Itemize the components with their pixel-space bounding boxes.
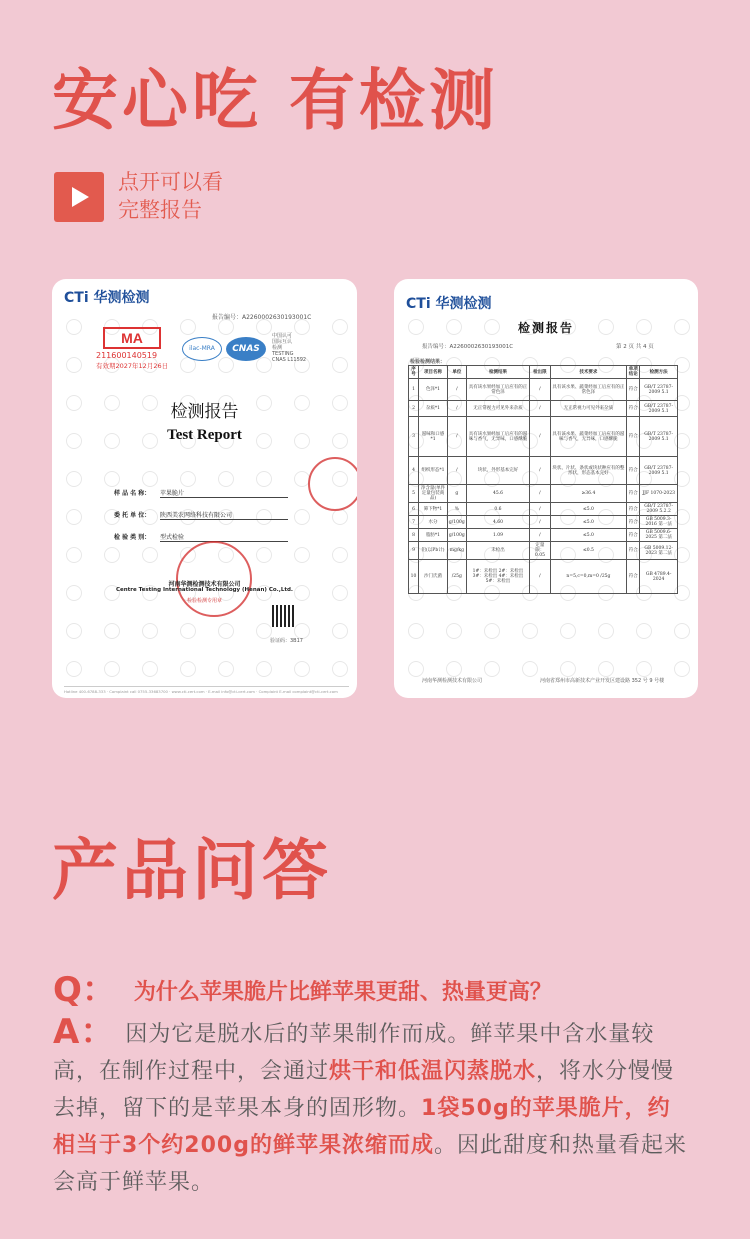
table-cell: mg/kg xyxy=(447,542,466,560)
table-cell: 1 xyxy=(409,379,419,401)
results-section-label: 检验检测结果： xyxy=(410,359,446,365)
watermark xyxy=(66,661,82,677)
section-title-qa: 产品问答 xyxy=(52,832,332,909)
table-cell: g/100g xyxy=(447,529,466,542)
table-cell: 沙门氏菌 xyxy=(419,560,448,594)
table-header-cell: 检测结果 xyxy=(466,366,529,379)
table-cell: 符合 xyxy=(627,485,640,503)
table-row xyxy=(409,560,678,594)
play-icon xyxy=(72,187,89,207)
table-cell: / xyxy=(530,485,551,503)
table-cell: / xyxy=(447,457,466,485)
watermark xyxy=(218,357,234,373)
play-report-button[interactable] xyxy=(54,172,104,222)
watermark xyxy=(180,319,196,335)
report-title-en: Test Report xyxy=(167,427,242,443)
q-mark: Q： xyxy=(53,970,116,1010)
table-cell: ≤0.5 xyxy=(550,542,626,560)
table-cell: / xyxy=(530,529,551,542)
table-row xyxy=(409,529,678,542)
table-cell: / xyxy=(530,457,551,485)
table-cell: GB/T 23787-2009 5.1 xyxy=(640,379,678,401)
watermark xyxy=(446,661,462,677)
watermark xyxy=(598,623,614,639)
table-cell: 7 xyxy=(409,516,419,529)
cma-valid: 有效期2027年12月26日 xyxy=(96,362,169,370)
table-header-cell: 项目名称 xyxy=(419,366,448,379)
table-cell: 1#：未检出 2#：未检出 3#：未检出 4#：未检出 5#：未检出 xyxy=(466,560,529,594)
table-header-cell: 序号 xyxy=(409,366,419,379)
results-table xyxy=(408,365,678,594)
report-title: 检测报告 xyxy=(517,321,574,335)
cma-logo xyxy=(102,327,162,349)
watermark xyxy=(332,623,348,639)
table-cell: 5 xyxy=(409,485,419,503)
watermark xyxy=(484,623,500,639)
watermark xyxy=(180,471,196,487)
table-cell: g/100g xyxy=(447,516,466,529)
table-cell: 无正常视力可见外来杂质 xyxy=(550,401,626,417)
table-cell: / xyxy=(530,401,551,417)
qr-code xyxy=(272,605,294,627)
table-cell: 符合 xyxy=(627,560,640,594)
table-cell: 6 xyxy=(409,503,419,516)
watermark xyxy=(142,547,158,563)
watermark xyxy=(66,623,82,639)
table-row xyxy=(409,379,678,401)
table-row xyxy=(409,503,678,516)
watermark xyxy=(180,623,196,639)
watermark xyxy=(66,471,82,487)
table-cell: 符合 xyxy=(627,516,640,529)
answer-highlight-1: 烘干和低温闪蒸脱水 xyxy=(329,1059,537,1084)
page-number: 第 2 页 共 4 页 xyxy=(616,344,654,350)
table-cell: GB/T 23787-2009 5.1 xyxy=(640,457,678,485)
table-cell: / xyxy=(447,401,466,417)
watermark xyxy=(142,471,158,487)
watermark xyxy=(104,471,120,487)
table-cell: 块状、片状、条状或块状种应有的整形状，形态基本完好 xyxy=(550,457,626,485)
table-cell: 组织形态*1 xyxy=(419,457,448,485)
table-header-cell: 检出限 xyxy=(530,366,551,379)
table-cell: 4 xyxy=(409,457,419,485)
table-cell: / xyxy=(530,516,551,529)
table-cell: / xyxy=(530,379,551,401)
watermark xyxy=(66,357,82,373)
watermark xyxy=(256,357,272,373)
table-cell: 具有该水果经加工后应有的滋味与香气，无异味，口感酥脆 xyxy=(466,417,529,457)
table-cell: 杂质*1 xyxy=(419,401,448,417)
table-cell: 脂肪*1 xyxy=(419,529,448,542)
qr-note: 验证码：3B17 xyxy=(270,638,303,644)
table-cell: 2 xyxy=(409,401,419,417)
table-cell: 10 xyxy=(409,560,419,594)
watermark xyxy=(256,547,272,563)
table-cell: / xyxy=(530,503,551,516)
table-header-cell: 单项结论 xyxy=(627,366,640,379)
watermark xyxy=(218,623,234,639)
company-name-cn: 河南华测检测技术有限公司 xyxy=(168,581,241,588)
table-cell: 具有该水果、蔬菜经加工后应有的滋味与香气，无异味，口感酥脆 xyxy=(550,417,626,457)
watermark xyxy=(66,547,82,563)
watermark xyxy=(142,623,158,639)
watermark xyxy=(332,319,348,335)
view-full-report-link[interactable] xyxy=(118,168,223,224)
watermark xyxy=(560,661,576,677)
company-name-en: Centre Testing International Technology (Henan) Co.,Ltd. xyxy=(115,587,294,593)
watermark xyxy=(484,661,500,677)
watermark xyxy=(104,661,120,677)
link-line-1: 点开可以看 xyxy=(118,170,223,194)
table-cell: 符合 xyxy=(627,542,640,560)
table-cell: 未检出 xyxy=(466,542,529,560)
watermark xyxy=(256,661,272,677)
a-mark: A： xyxy=(53,1012,116,1052)
watermark xyxy=(218,471,234,487)
link-line-2: 完整报告 xyxy=(118,198,202,222)
cma-code: 211600140519 xyxy=(96,351,158,360)
report-cover-image[interactable]: CTi 华测检测 报告编号：A2260002630193001C MA 211600140519 有效期2027年12月26日 ilac-MRA CNAS 中国认可 国际互认 检测 TESTING CNAS L11592 检测报告 Test Report 样 品 名 称： 苹果脆片 委 托 单 位： 陕西美农网络科技有限公司 检 验 类 别： 型式检验 河南华测检测技术有限公司 Centre Testing International Technology (Henan) Co.,Ltd. 检验检测专用章 验证码：3B17 Hotline 400-6788-333 · Complaint call 0755-33683700 · www.cti-cert.com · E-mail info@cti-cert.com · Complaint E-mail complaint@cti-cert.com xyxy=(52,279,357,698)
watermark xyxy=(674,623,690,639)
table-cell: ≥36.4 xyxy=(550,485,626,503)
watermark xyxy=(446,623,462,639)
table-row xyxy=(409,542,678,560)
table-cell: 符合 xyxy=(627,529,640,542)
watermark xyxy=(560,623,576,639)
report-footer: Hotline 400-6788-333 · Complaint call 0755-33683700 · www.cti-cert.com · E-mail info@cti-cert.com · Complaint E-mail complaint@cti-cert.com xyxy=(64,686,349,694)
table-cell: 8 xyxy=(409,529,419,542)
table-cell: n=5,c=0,m=0 /25g xyxy=(550,560,626,594)
table-cell: 色泽*1 xyxy=(419,379,448,401)
table-cell: / xyxy=(530,560,551,594)
watermark xyxy=(66,509,82,525)
table-cell: 块状，外形基本完好 xyxy=(466,457,529,485)
table-cell: 0.6 xyxy=(466,503,529,516)
footer-address: 河南省郑州市高新技术产业开发区建设路 352 号 9 号楼 xyxy=(540,678,665,684)
watermark xyxy=(636,661,652,677)
table-cell: 符合 xyxy=(627,503,640,516)
watermark xyxy=(294,661,310,677)
table-cell: 符合 xyxy=(627,457,640,485)
report-number: 报告编号：A2260002630193001C xyxy=(212,314,312,321)
watermark xyxy=(104,623,120,639)
table-header-cell: 技术要求 xyxy=(550,366,626,379)
table-cell: GB/T 23787-2009 5.1 xyxy=(640,417,678,457)
table-cell: 水分 xyxy=(419,516,448,529)
answer-highlight-2: 1袋50g的苹果脆片，约相当于3个约200g的鲜苹果浓缩而成 xyxy=(53,1096,671,1158)
table-cell: 具有该水果经加工后应有的正常色泽 xyxy=(466,379,529,401)
table-cell: GB/T 23787-2009 5.1 xyxy=(640,401,678,417)
table-cell: / xyxy=(447,417,466,457)
table-cell: 滋味和口感*1 xyxy=(419,417,448,457)
answer xyxy=(53,1014,693,1201)
table-header-cell: 检测方法 xyxy=(640,366,678,379)
svg-text:MA: MA xyxy=(121,330,143,346)
table-cell: ≤5.0 xyxy=(550,529,626,542)
table-row xyxy=(409,516,678,529)
report-number: 报告编号：A2260002630193001C xyxy=(422,344,514,350)
red-seal-stamp xyxy=(308,457,357,511)
report-title-cn: 检测报告 xyxy=(170,402,239,422)
cnas-note: 中国认可 国际互认 检测 TESTING CNAS L11592 xyxy=(272,333,307,363)
watermark xyxy=(294,509,310,525)
question-text: 为什么苹果脆片比鲜苹果更甜、热量更高？ xyxy=(133,980,552,1005)
table-row xyxy=(409,401,678,417)
ilac-logo: ilac-MRA xyxy=(182,337,222,361)
table-cell: GB 5009.12-2023 第二法 xyxy=(640,542,678,560)
table-cell: 符合 xyxy=(627,417,640,457)
watermark xyxy=(218,661,234,677)
table-cell: GB 5009.3-2016 第一法 xyxy=(640,516,678,529)
cti-logo: CTi 华测检测 xyxy=(406,296,492,312)
watermark xyxy=(218,319,234,335)
table-row xyxy=(409,485,678,503)
watermark xyxy=(674,661,690,677)
section-title-testing: 安心吃 有检测 xyxy=(52,62,499,139)
stamp-text: 检验检测专用章 xyxy=(186,598,222,604)
watermark xyxy=(408,661,424,677)
table-cell: /25g xyxy=(447,560,466,594)
cti-logo: CTi 华测检测 xyxy=(64,290,150,306)
watermark xyxy=(66,319,82,335)
question xyxy=(53,962,693,1011)
table-cell: 无正常视力可见外来杂质 xyxy=(466,401,529,417)
table-cell: 9 xyxy=(409,542,419,560)
watermark xyxy=(522,661,538,677)
table-cell: ≤5.0 xyxy=(550,516,626,529)
table-cell: 3 xyxy=(409,417,419,457)
table-cell: 符合 xyxy=(627,401,640,417)
table-row xyxy=(409,457,678,485)
table-cell: 筛下物*1 xyxy=(419,503,448,516)
table-cell: JJF 1070-2023 xyxy=(640,485,678,503)
table-row xyxy=(409,417,678,457)
table-cell: ≤5.0 xyxy=(550,503,626,516)
watermark xyxy=(332,547,348,563)
watermark xyxy=(332,357,348,373)
watermark xyxy=(408,623,424,639)
table-header-cell: 单位 xyxy=(447,366,466,379)
table-cell: 净含量(单件定量包装商品) xyxy=(419,485,448,503)
report-results-image[interactable] xyxy=(394,279,698,698)
watermark xyxy=(332,661,348,677)
footer-company: 河南华测检测技术有限公司 xyxy=(422,678,483,684)
table-cell: g xyxy=(447,485,466,503)
table-cell: % xyxy=(447,503,466,516)
table-cell: 铅(以Pb计) xyxy=(419,542,448,560)
table-cell: 1.09 xyxy=(466,529,529,542)
answer-text-2: ，将水分慢慢去掉，留下的是苹果本身的固形物。 xyxy=(53,1059,675,1121)
watermark xyxy=(256,471,272,487)
table-cell: / xyxy=(530,417,551,457)
table-cell: 定量限：0.05 xyxy=(530,542,551,560)
table-cell: 符合 xyxy=(627,379,640,401)
answer-text-1: 因为它是脱水后的苹果制作而成。鲜苹果中含水量较高，在制作过程中，会通过 xyxy=(53,1022,655,1084)
table-cell: GB 5009.6-2025 第二法 xyxy=(640,529,678,542)
table-cell: GB/T 23787-2009 5.2.2 xyxy=(640,503,678,516)
watermark xyxy=(598,661,614,677)
table-cell: 45.6 xyxy=(466,485,529,503)
watermark xyxy=(294,547,310,563)
table-cell: / xyxy=(447,379,466,401)
table-cell: GB 4789.4-2024 xyxy=(640,560,678,594)
watermark xyxy=(142,661,158,677)
watermark xyxy=(636,623,652,639)
watermark xyxy=(332,509,348,525)
watermark xyxy=(256,319,272,335)
table-cell: 具有该水果、蔬菜经加工后应有的正常色泽 xyxy=(550,379,626,401)
watermark xyxy=(180,661,196,677)
watermark xyxy=(104,547,120,563)
answer-text-3: 。因此甜度和热量看起来会高于鲜苹果。 xyxy=(53,1133,687,1195)
cnas-logo: CNAS xyxy=(226,337,266,361)
table-cell: 4.60 xyxy=(466,516,529,529)
watermark xyxy=(522,623,538,639)
